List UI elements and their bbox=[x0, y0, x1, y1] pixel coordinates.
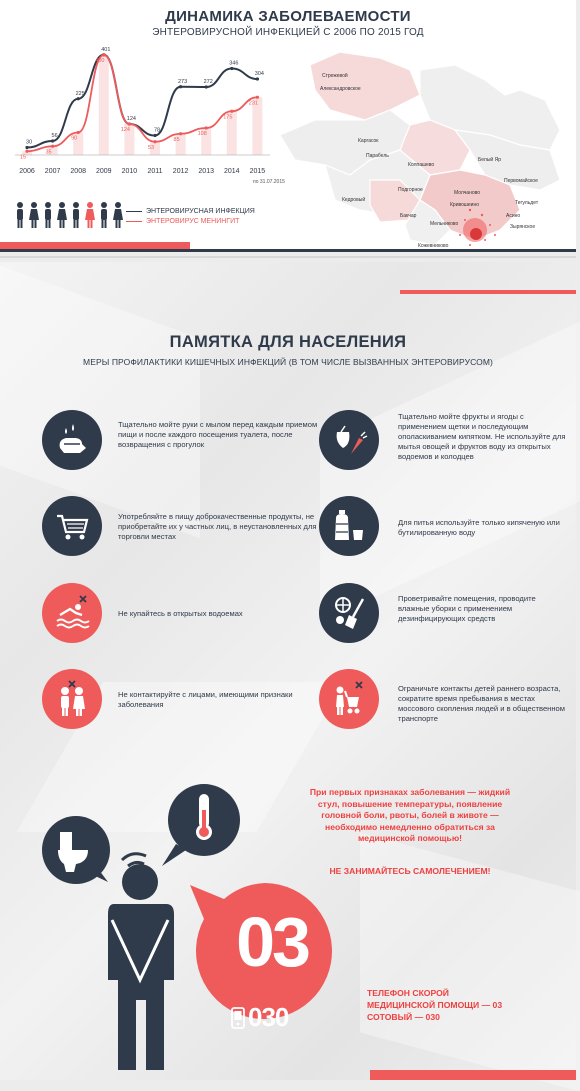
meningitis-data-label: 85 bbox=[173, 136, 180, 143]
wash-vegetables-icon bbox=[319, 410, 379, 470]
map-label: Парабель bbox=[366, 153, 389, 159]
map-label: Кривошеино bbox=[450, 202, 479, 208]
meningitis-data-label: 124 bbox=[120, 127, 130, 133]
map-label: Колпашево bbox=[408, 162, 435, 168]
infection-data-label: 78 bbox=[153, 127, 161, 134]
meningitis-data-label: 400 bbox=[95, 58, 105, 64]
meningitis-point bbox=[205, 126, 208, 129]
map-label: Бакчар bbox=[400, 213, 417, 219]
legend-label: ЭНТЕРОВИРУСНАЯ ИНФЕКЦИЯ bbox=[146, 208, 255, 215]
water-bottle-icon-graphic bbox=[329, 506, 369, 546]
phone-line-2: МЕДИЦИНСКОЙ ПОМОЩИ — 03 bbox=[367, 1000, 503, 1010]
x-tick-label: 2015 bbox=[249, 168, 266, 175]
no-self-treatment: НЕ ЗАНИМАЙТЕСЬ САМОЛЕЧЕНИЕМ! bbox=[329, 866, 491, 876]
legend-item-infection bbox=[126, 208, 255, 215]
tip-text: Не контактируйте с лицами, имеющими признаки заболевания bbox=[118, 690, 293, 709]
meningitis-data-label: 15 bbox=[19, 154, 27, 161]
mobile-number-row bbox=[231, 1002, 288, 1033]
divider-stripe bbox=[0, 256, 576, 258]
meningitis-data-label: 175 bbox=[223, 114, 233, 121]
infection-point bbox=[51, 139, 54, 142]
tip-text: Не купайтесь в открытых водоемах bbox=[118, 609, 243, 618]
region-map bbox=[270, 40, 576, 252]
meningitis-point bbox=[51, 145, 54, 148]
tip-text: Употребляйте в пищу доброкачественные продукты, не приобретайте их у частных лиц, в неустановленных для торговли местах bbox=[118, 512, 317, 541]
tip-text: Ограничьте контакты детей раннего возраста, сократите время пребывания в местах моссового скопления людей и в общественном транспорте bbox=[398, 684, 566, 723]
divider-stripe bbox=[400, 290, 576, 294]
symptoms-warning: При первых признаках заболевания — жидкий стул, повышение температуры, появление головной боли, рвоты, болей в животе — необходимо немедленно обратиться за медицинской помощью! bbox=[309, 787, 511, 843]
x-tick-label: 2011 bbox=[147, 168, 163, 175]
meningitis-data-label: 53 bbox=[147, 144, 155, 151]
ventilation-cleaning-icon-graphic bbox=[329, 593, 369, 633]
meningitis-series-line bbox=[27, 55, 257, 151]
meningitis-point bbox=[77, 131, 80, 134]
meningitis-data-label: 35 bbox=[45, 149, 52, 156]
tip-text: Для питья используйте только кипяченую или бутилированную воду bbox=[398, 518, 560, 537]
shopping-cart-icon-graphic bbox=[52, 506, 92, 546]
map-label: Александровское bbox=[320, 86, 361, 92]
bottom-stripe bbox=[370, 1070, 576, 1080]
phone-line-3: СОТОВЫЙ — 030 bbox=[367, 1012, 440, 1022]
infection-data-label: 346 bbox=[229, 60, 239, 67]
x-note: по 31.07.2015 bbox=[253, 179, 285, 185]
infection-data-label: 30 bbox=[25, 139, 33, 146]
no-swimming-icon bbox=[42, 583, 102, 643]
emergency-number: 03 bbox=[236, 903, 308, 981]
infection-point bbox=[256, 77, 259, 80]
infection-point bbox=[205, 85, 208, 88]
no-children-crowds-icon bbox=[319, 669, 379, 729]
infection-data-label: 272 bbox=[203, 79, 213, 85]
infection-data-label: 124 bbox=[126, 116, 136, 122]
x-tick-label: 2007 bbox=[44, 168, 61, 175]
person-figure bbox=[108, 864, 174, 1070]
infection-data-label: 401 bbox=[101, 46, 111, 53]
chart-title: ДИНАМИКА ЗАБОЛЕВАЕМОСТИ bbox=[165, 8, 411, 25]
tip-text: Тщательно мойте фрукты и ягоды с применением щетки и последующим ополаскиванием кипятком. Не используйте для мытья овощей и фруктов воду из открытых водоемов и колодцев bbox=[398, 412, 566, 461]
x-tick-label: 2008 bbox=[70, 168, 86, 175]
meningitis-point bbox=[128, 122, 131, 125]
memo-title: ПАМЯТКА ДЛЯ НАСЕЛЕНИЯ bbox=[169, 333, 407, 351]
x-tick-label: 2013 bbox=[198, 168, 214, 175]
meningitis-point bbox=[25, 150, 28, 153]
meningitis-data-label: 90 bbox=[71, 135, 78, 142]
x-tick-label: 2012 bbox=[172, 168, 189, 175]
infection-point bbox=[230, 67, 233, 70]
infection-data-label: 56 bbox=[51, 133, 58, 139]
map-label: Кедровый bbox=[342, 197, 366, 203]
tip-text: Тщательно мойте руки с мылом перед каждым приемом пищи и после каждого посещения туалета, после возвращения с прогулок bbox=[118, 420, 318, 449]
mobile-phone-icon bbox=[231, 1007, 245, 1029]
legend-item-meningitis bbox=[126, 218, 239, 225]
legend-swatch bbox=[126, 211, 142, 213]
map-label: Стрежевой bbox=[322, 73, 348, 79]
no-contact-icon bbox=[42, 669, 102, 729]
memo-subtitle: МЕРЫ ПРОФИЛАКТИКИ КИШЕЧНЫХ ИНФЕКЦИЙ (В ТОМ ЧИСЛЕ ВЫЗВАННЫХ ЭНТЕРОВИРУСОМ) bbox=[83, 357, 493, 367]
no-contact-icon-graphic bbox=[52, 679, 92, 719]
infection-point bbox=[153, 134, 156, 137]
population-people-icon bbox=[14, 200, 124, 230]
meningitis-data-label: 108 bbox=[197, 131, 207, 137]
meningitis-point bbox=[230, 110, 233, 113]
x-tick-label: 2010 bbox=[121, 168, 138, 175]
map-label: Первомайское bbox=[504, 178, 538, 184]
infection-point bbox=[179, 85, 182, 88]
wash-hands-icon-graphic bbox=[52, 420, 92, 460]
infection-data-label: 273 bbox=[178, 78, 188, 85]
x-tick-label: 2006 bbox=[19, 168, 35, 175]
chart-subtitle: ЭНТЕРОВИРУСНОЙ ИНФЕКЦИЕЙ С 2006 ПО 2015 ГОД bbox=[152, 27, 424, 38]
map-label: Белый Яр bbox=[478, 157, 501, 163]
infection-point bbox=[77, 97, 80, 100]
phone-line-1: ТЕЛЕФОН СКОРОЙ bbox=[367, 988, 449, 998]
no-children-crowds-icon-graphic bbox=[329, 679, 369, 719]
no-swimming-icon-graphic bbox=[52, 593, 92, 633]
x-tick-label: 2009 bbox=[96, 168, 112, 175]
infection-data-label: 304 bbox=[254, 71, 264, 77]
map-label: Молчаново bbox=[454, 190, 481, 196]
mobile-number: 030 bbox=[248, 1002, 289, 1032]
water-bottle-icon bbox=[319, 496, 379, 556]
ventilation-cleaning-icon bbox=[319, 583, 379, 643]
map-label: Тегульдет bbox=[515, 200, 539, 206]
map-label: Асино bbox=[506, 213, 521, 219]
meningitis-bar bbox=[99, 55, 109, 155]
x-tick-label: 2014 bbox=[224, 168, 240, 175]
wash-hands-icon bbox=[42, 410, 102, 470]
map-label: Мельниково bbox=[430, 221, 459, 227]
infection-data-label: 225 bbox=[75, 90, 85, 97]
legend-label: ЭНТЕРОВИРУС МЕНИНГИТ bbox=[146, 218, 240, 225]
wash-vegetables-icon-graphic bbox=[329, 420, 369, 460]
map-label: Подгорное bbox=[398, 187, 423, 193]
legend-swatch bbox=[126, 221, 142, 223]
shopping-cart-icon bbox=[42, 496, 102, 556]
map-label: Кожевниково bbox=[418, 243, 449, 249]
tip-text: Проветривайте помещения, проводите влажные уборки с применением дезинфицирующих средств bbox=[398, 594, 536, 623]
meningitis-point bbox=[102, 53, 105, 56]
meningitis-point bbox=[179, 132, 182, 135]
divider-stripe bbox=[0, 242, 190, 249]
map-label: Каргасок bbox=[358, 138, 379, 144]
meningitis-point bbox=[256, 96, 259, 99]
incidence-line-chart bbox=[0, 40, 285, 190]
map-label: Зырянское bbox=[510, 224, 536, 230]
incidence-section bbox=[0, 0, 576, 252]
infection-point bbox=[25, 146, 28, 149]
divider-stripe bbox=[0, 249, 576, 252]
meningitis-data-label: 231 bbox=[248, 100, 258, 107]
meningitis-point bbox=[153, 140, 156, 143]
